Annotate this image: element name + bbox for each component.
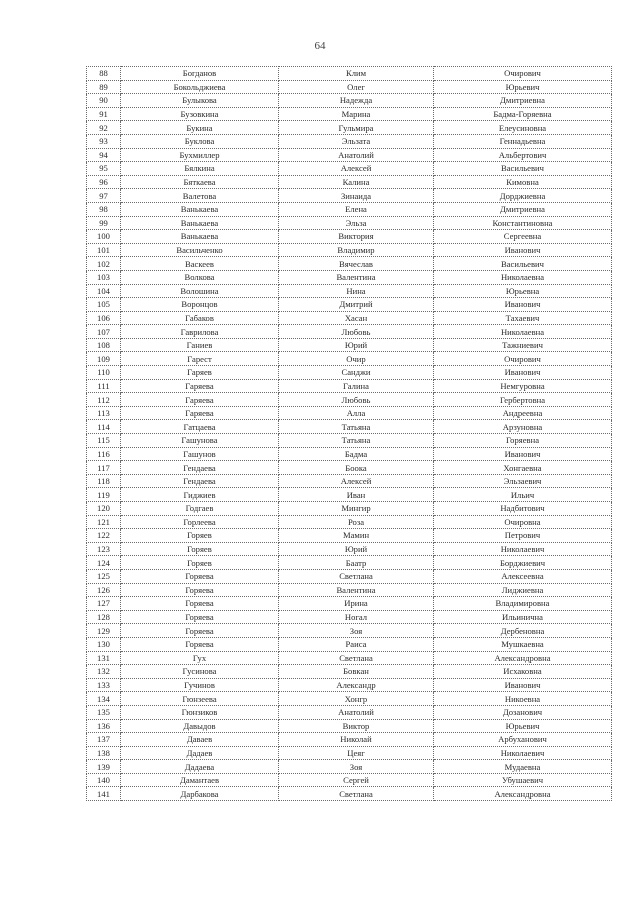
- first-name-cell: Зинаида: [279, 189, 434, 203]
- last-name-cell: Бялкина: [121, 162, 279, 176]
- last-name-cell: Ганиев: [121, 338, 279, 352]
- row-number-cell: 126: [87, 583, 121, 597]
- table-row: [87, 189, 612, 203]
- first-name-cell: Николай: [279, 733, 434, 747]
- row-number-cell: 109: [87, 352, 121, 366]
- last-name-cell: Гатцаева: [121, 420, 279, 434]
- first-name-cell: Очир: [279, 352, 434, 366]
- patronymic-cell: Тажниевич: [434, 338, 612, 352]
- first-name-cell: Хасан: [279, 311, 434, 325]
- row-number-cell: 92: [87, 121, 121, 135]
- last-name-cell: Дадаева: [121, 760, 279, 774]
- table-row: [87, 134, 612, 148]
- first-name-cell: Калина: [279, 175, 434, 189]
- last-name-cell: Буклова: [121, 134, 279, 148]
- last-name-cell: Дарбакова: [121, 787, 279, 801]
- last-name-cell: Горяев: [121, 529, 279, 543]
- patronymic-cell: Геннадьевна: [434, 134, 612, 148]
- table-row: [87, 583, 612, 597]
- patronymic-cell: Борджиевич: [434, 556, 612, 570]
- row-number-cell: 137: [87, 733, 121, 747]
- patronymic-cell: Александровна: [434, 651, 612, 665]
- table-row: [87, 393, 612, 407]
- table-row: [87, 406, 612, 420]
- row-number-cell: 131: [87, 651, 121, 665]
- row-number-cell: 110: [87, 366, 121, 380]
- first-name-cell: Эльзата: [279, 134, 434, 148]
- first-name-cell: Иван: [279, 488, 434, 502]
- table-row: [87, 529, 612, 543]
- last-name-cell: Дамантаев: [121, 773, 279, 787]
- table-row: [87, 705, 612, 719]
- table-row: [87, 746, 612, 760]
- row-number-cell: 108: [87, 338, 121, 352]
- first-name-cell: Марина: [279, 107, 434, 121]
- table-row: [87, 447, 612, 461]
- last-name-cell: Горяева: [121, 597, 279, 611]
- last-name-cell: Гюнзиков: [121, 705, 279, 719]
- first-name-cell: Бадма: [279, 447, 434, 461]
- patronymic-cell: Николаевна: [434, 270, 612, 284]
- last-name-cell: Воронцов: [121, 298, 279, 312]
- patronymic-cell: Гербертовна: [434, 393, 612, 407]
- row-number-cell: 138: [87, 746, 121, 760]
- patronymic-cell: Никоевна: [434, 692, 612, 706]
- first-name-cell: Дмитрий: [279, 298, 434, 312]
- table-row: [87, 379, 612, 393]
- last-name-cell: Бокольджиева: [121, 80, 279, 94]
- patronymic-cell: Николаевна: [434, 325, 612, 339]
- last-name-cell: Горяев: [121, 556, 279, 570]
- patronymic-cell: Николаевич: [434, 746, 612, 760]
- patronymic-cell: Алексеевна: [434, 569, 612, 583]
- patronymic-cell: Убушаевич: [434, 773, 612, 787]
- row-number-cell: 121: [87, 515, 121, 529]
- last-name-cell: Давыдов: [121, 719, 279, 733]
- first-name-cell: Мингир: [279, 502, 434, 516]
- table-row: [87, 284, 612, 298]
- last-name-cell: Волкова: [121, 270, 279, 284]
- first-name-cell: Олег: [279, 80, 434, 94]
- patronymic-cell: Александровна: [434, 787, 612, 801]
- table-row: [87, 502, 612, 516]
- row-number-cell: 133: [87, 678, 121, 692]
- patronymic-cell: Арбуханович: [434, 733, 612, 747]
- table-row: [87, 610, 612, 624]
- row-number-cell: 99: [87, 216, 121, 230]
- table-row: [87, 216, 612, 230]
- table-row: [87, 665, 612, 679]
- row-number-cell: 120: [87, 502, 121, 516]
- first-name-cell: Виктория: [279, 230, 434, 244]
- patronymic-cell: Петрович: [434, 529, 612, 543]
- last-name-cell: Гучинов: [121, 678, 279, 692]
- patronymic-cell: Ильинична: [434, 610, 612, 624]
- first-name-cell: Светлана: [279, 651, 434, 665]
- last-name-cell: Васкеев: [121, 257, 279, 271]
- first-name-cell: Любовь: [279, 325, 434, 339]
- patronymic-cell: Тахаевич: [434, 311, 612, 325]
- patronymic-cell: Андреевна: [434, 406, 612, 420]
- last-name-cell: Валетова: [121, 189, 279, 203]
- patronymic-cell: Немгуровна: [434, 379, 612, 393]
- first-name-cell: Сергей: [279, 773, 434, 787]
- last-name-cell: Гюнзеева: [121, 692, 279, 706]
- table-row: [87, 243, 612, 257]
- first-name-cell: Виктор: [279, 719, 434, 733]
- patronymic-cell: Арзуновна: [434, 420, 612, 434]
- table-row: [87, 366, 612, 380]
- row-number-cell: 114: [87, 420, 121, 434]
- table-row: [87, 542, 612, 556]
- row-number-cell: 113: [87, 406, 121, 420]
- first-name-cell: Елена: [279, 202, 434, 216]
- row-number-cell: 96: [87, 175, 121, 189]
- row-number-cell: 129: [87, 624, 121, 638]
- patronymic-cell: Кимовна: [434, 175, 612, 189]
- first-name-cell: Баатр: [279, 556, 434, 570]
- table-row: [87, 515, 612, 529]
- last-name-cell: Ванькаева: [121, 216, 279, 230]
- patronymic-cell: Иванович: [434, 298, 612, 312]
- patronymic-cell: Горяевна: [434, 434, 612, 448]
- table-row: [87, 121, 612, 135]
- table-row: [87, 474, 612, 488]
- row-number-cell: 91: [87, 107, 121, 121]
- patronymic-cell: Хонгаевна: [434, 461, 612, 475]
- patronymic-cell: Эльзаевич: [434, 474, 612, 488]
- first-name-cell: Раиса: [279, 637, 434, 651]
- row-number-cell: 136: [87, 719, 121, 733]
- patronymic-cell: Мушкаевна: [434, 637, 612, 651]
- last-name-cell: Гарест: [121, 352, 279, 366]
- last-name-cell: Гух: [121, 651, 279, 665]
- row-number-cell: 117: [87, 461, 121, 475]
- table-row: [87, 67, 612, 81]
- row-number-cell: 112: [87, 393, 121, 407]
- first-name-cell: Ирина: [279, 597, 434, 611]
- first-name-cell: Бовкан: [279, 665, 434, 679]
- last-name-cell: Васильченко: [121, 243, 279, 257]
- table-row: [87, 597, 612, 611]
- table-row: [87, 678, 612, 692]
- first-name-cell: Цеяг: [279, 746, 434, 760]
- patronymic-cell: Очировна: [434, 515, 612, 529]
- patronymic-cell: Дмитриевна: [434, 202, 612, 216]
- row-number-cell: 140: [87, 773, 121, 787]
- first-name-cell: Валентина: [279, 583, 434, 597]
- first-name-cell: Зоя: [279, 760, 434, 774]
- table-row: [87, 719, 612, 733]
- first-name-cell: Александр: [279, 678, 434, 692]
- last-name-cell: Горлеева: [121, 515, 279, 529]
- patronymic-cell: Иванович: [434, 366, 612, 380]
- table-row: [87, 733, 612, 747]
- registry-body: [87, 67, 612, 801]
- first-name-cell: Роза: [279, 515, 434, 529]
- first-name-cell: Татьяна: [279, 420, 434, 434]
- patronymic-cell: Иванович: [434, 678, 612, 692]
- row-number-cell: 95: [87, 162, 121, 176]
- first-name-cell: Галина: [279, 379, 434, 393]
- row-number-cell: 93: [87, 134, 121, 148]
- row-number-cell: 111: [87, 379, 121, 393]
- patronymic-cell: Васильевич: [434, 162, 612, 176]
- first-name-cell: Светлана: [279, 787, 434, 801]
- row-number-cell: 123: [87, 542, 121, 556]
- last-name-cell: Горяева: [121, 583, 279, 597]
- table-row: [87, 773, 612, 787]
- table-row: [87, 162, 612, 176]
- row-number-cell: 134: [87, 692, 121, 706]
- patronymic-cell: Мудаевна: [434, 760, 612, 774]
- last-name-cell: Ванькаева: [121, 230, 279, 244]
- patronymic-cell: Очирович: [434, 352, 612, 366]
- last-name-cell: Гендаева: [121, 461, 279, 475]
- table-row: [87, 270, 612, 284]
- patronymic-cell: Дорджиевна: [434, 189, 612, 203]
- row-number-cell: 101: [87, 243, 121, 257]
- last-name-cell: Волошина: [121, 284, 279, 298]
- patronymic-cell: Юрьевич: [434, 80, 612, 94]
- last-name-cell: Горяев: [121, 542, 279, 556]
- last-name-cell: Горяева: [121, 569, 279, 583]
- row-number-cell: 128: [87, 610, 121, 624]
- row-number-cell: 118: [87, 474, 121, 488]
- patronymic-cell: Васильевич: [434, 257, 612, 271]
- row-number-cell: 139: [87, 760, 121, 774]
- table-row: [87, 434, 612, 448]
- row-number-cell: 116: [87, 447, 121, 461]
- last-name-cell: Габаков: [121, 311, 279, 325]
- table-row: [87, 420, 612, 434]
- last-name-cell: Гашунова: [121, 434, 279, 448]
- table-row: [87, 637, 612, 651]
- first-name-cell: Алексей: [279, 162, 434, 176]
- table-row: [87, 488, 612, 502]
- first-name-cell: Боока: [279, 461, 434, 475]
- first-name-cell: Нина: [279, 284, 434, 298]
- patronymic-cell: Юрьевна: [434, 284, 612, 298]
- last-name-cell: Гаряева: [121, 406, 279, 420]
- last-name-cell: Богданов: [121, 67, 279, 81]
- row-number-cell: 88: [87, 67, 121, 81]
- patronymic-cell: Елеусиновна: [434, 121, 612, 135]
- patronymic-cell: Константиновна: [434, 216, 612, 230]
- patronymic-cell: Иванович: [434, 447, 612, 461]
- first-name-cell: Надежда: [279, 94, 434, 108]
- patronymic-cell: Лиджиевна: [434, 583, 612, 597]
- first-name-cell: Валентина: [279, 270, 434, 284]
- last-name-cell: Бузовкина: [121, 107, 279, 121]
- first-name-cell: Юрий: [279, 338, 434, 352]
- table-row: [87, 175, 612, 189]
- last-name-cell: Бухмиллер: [121, 148, 279, 162]
- first-name-cell: Гульмира: [279, 121, 434, 135]
- first-name-cell: Алексей: [279, 474, 434, 488]
- patronymic-cell: Надбитович: [434, 502, 612, 516]
- row-number-cell: 132: [87, 665, 121, 679]
- patronymic-cell: Альбертович: [434, 148, 612, 162]
- first-name-cell: Вячеслав: [279, 257, 434, 271]
- patronymic-cell: Иванович: [434, 243, 612, 257]
- row-number-cell: 107: [87, 325, 121, 339]
- first-name-cell: Зоя: [279, 624, 434, 638]
- patronymic-cell: Бадма-Горяевна: [434, 107, 612, 121]
- table-row: [87, 202, 612, 216]
- last-name-cell: Даваев: [121, 733, 279, 747]
- last-name-cell: Горяева: [121, 610, 279, 624]
- last-name-cell: Ванькаева: [121, 202, 279, 216]
- last-name-cell: Гаряева: [121, 393, 279, 407]
- patronymic-cell: Очирович: [434, 67, 612, 81]
- table-row: [87, 107, 612, 121]
- table-row: [87, 651, 612, 665]
- row-number-cell: 98: [87, 202, 121, 216]
- last-name-cell: Гаряева: [121, 379, 279, 393]
- table-row: [87, 352, 612, 366]
- table-row: [87, 556, 612, 570]
- last-name-cell: Гаврилова: [121, 325, 279, 339]
- first-name-cell: Анатолий: [279, 148, 434, 162]
- table-row: [87, 230, 612, 244]
- patronymic-cell: Юрьевич: [434, 719, 612, 733]
- last-name-cell: Гашунов: [121, 447, 279, 461]
- registry-table: [86, 66, 612, 801]
- patronymic-cell: Николаевич: [434, 542, 612, 556]
- table-row: [87, 94, 612, 108]
- patronymic-cell: Дмитриевна: [434, 94, 612, 108]
- row-number-cell: 130: [87, 637, 121, 651]
- first-name-cell: Мамин: [279, 529, 434, 543]
- first-name-cell: Хонгр: [279, 692, 434, 706]
- row-number-cell: 90: [87, 94, 121, 108]
- table-row: [87, 257, 612, 271]
- table-row: [87, 338, 612, 352]
- last-name-cell: Горяева: [121, 624, 279, 638]
- last-name-cell: Гусинова: [121, 665, 279, 679]
- table-row: [87, 311, 612, 325]
- first-name-cell: Клим: [279, 67, 434, 81]
- first-name-cell: Алла: [279, 406, 434, 420]
- table-row: [87, 787, 612, 801]
- table-row: [87, 461, 612, 475]
- table-row: [87, 692, 612, 706]
- last-name-cell: Дадаев: [121, 746, 279, 760]
- patronymic-cell: Ильич: [434, 488, 612, 502]
- first-name-cell: Эльза: [279, 216, 434, 230]
- table-row: [87, 760, 612, 774]
- row-number-cell: 104: [87, 284, 121, 298]
- row-number-cell: 100: [87, 230, 121, 244]
- row-number-cell: 125: [87, 569, 121, 583]
- patronymic-cell: Исхаковна: [434, 665, 612, 679]
- table-row: [87, 80, 612, 94]
- last-name-cell: Букина: [121, 121, 279, 135]
- row-number-cell: 124: [87, 556, 121, 570]
- row-number-cell: 135: [87, 705, 121, 719]
- last-name-cell: Годгаев: [121, 502, 279, 516]
- row-number-cell: 103: [87, 270, 121, 284]
- patronymic-cell: Дозанович: [434, 705, 612, 719]
- last-name-cell: Гаряев: [121, 366, 279, 380]
- first-name-cell: Анатолий: [279, 705, 434, 719]
- patronymic-cell: Владимировна: [434, 597, 612, 611]
- row-number-cell: 127: [87, 597, 121, 611]
- first-name-cell: Юрий: [279, 542, 434, 556]
- last-name-cell: Бяткаева: [121, 175, 279, 189]
- table-row: [87, 569, 612, 583]
- last-name-cell: Гиджиев: [121, 488, 279, 502]
- table-row: [87, 624, 612, 638]
- table-row: [87, 148, 612, 162]
- first-name-cell: Владимир: [279, 243, 434, 257]
- patronymic-cell: Дербеновна: [434, 624, 612, 638]
- row-number-cell: 97: [87, 189, 121, 203]
- first-name-cell: Светлана: [279, 569, 434, 583]
- row-number-cell: 89: [87, 80, 121, 94]
- row-number-cell: 105: [87, 298, 121, 312]
- last-name-cell: Гендаева: [121, 474, 279, 488]
- last-name-cell: Булыкова: [121, 94, 279, 108]
- table-row: [87, 325, 612, 339]
- row-number-cell: 122: [87, 529, 121, 543]
- first-name-cell: Санджи: [279, 366, 434, 380]
- row-number-cell: 141: [87, 787, 121, 801]
- last-name-cell: Горяева: [121, 637, 279, 651]
- first-name-cell: Ногал: [279, 610, 434, 624]
- page-number: 64: [314, 40, 326, 52]
- first-name-cell: Татьяна: [279, 434, 434, 448]
- row-number-cell: 106: [87, 311, 121, 325]
- row-number-cell: 119: [87, 488, 121, 502]
- table-row: [87, 298, 612, 312]
- row-number-cell: 102: [87, 257, 121, 271]
- first-name-cell: Любовь: [279, 393, 434, 407]
- row-number-cell: 94: [87, 148, 121, 162]
- row-number-cell: 115: [87, 434, 121, 448]
- patronymic-cell: Сергеевна: [434, 230, 612, 244]
